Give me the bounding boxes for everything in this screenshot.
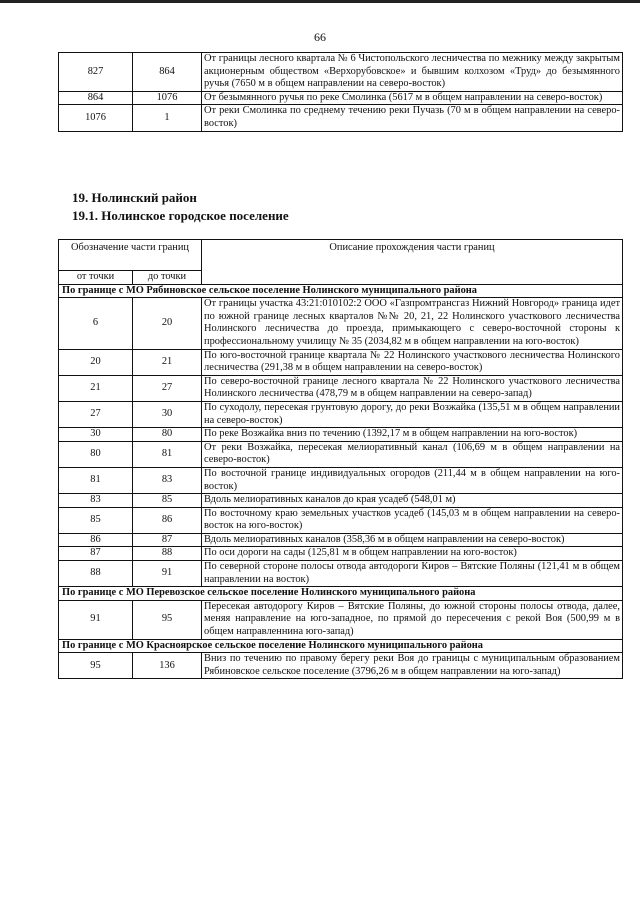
table-row xyxy=(59,349,623,375)
boundary-description: По оси дороги на сады (125,81 м в общем направлении на юго-восток) xyxy=(202,547,623,561)
table-row xyxy=(59,467,623,493)
to-point: 91 xyxy=(133,561,202,587)
from-point: 91 xyxy=(59,600,133,639)
boundary-description: Пересекая автодорогу Киров – Вятские Поляны, до южной стороны полосы отвода, далее, меняя направление на юго-западное, по прямой до пересечения с рекой Воя (500,99 м в общем направленнина юго-запад) xyxy=(202,600,623,639)
page-top-rule xyxy=(0,0,640,3)
to-point: 27 xyxy=(133,375,202,401)
from-point: 83 xyxy=(59,494,133,508)
table-row xyxy=(59,494,623,508)
to-point: 30 xyxy=(133,401,202,427)
boundary-description: От границы лесного квартала № 6 Чистопольского лесничества по межнику между закрытым акционерным обществом «Верхорубовское» и бывшим колхозом «Труд» до безымянного ручья (7650 м в общем направлении на северо-восток) xyxy=(202,53,623,92)
boundary-description: По суходолу, пересекая грунтовую дорогу, до реки Возжайка (135,51 м в общем направлении на северо-восток) xyxy=(202,401,623,427)
section-subtitle: 19.1. Нолинское городское поселение xyxy=(72,208,289,223)
table-row xyxy=(59,401,623,427)
from-point: 27 xyxy=(59,401,133,427)
table-row xyxy=(59,547,623,561)
table-row xyxy=(59,91,623,105)
to-point: 136 xyxy=(133,653,202,679)
to-point: 1076 xyxy=(133,91,202,105)
boundary-description: По юго-восточной границе квартала № 22 Нолинского участкового лесничества Нолинского лесничества (291,38 м в общем направлении на северо-восток) xyxy=(202,349,623,375)
to-point: 88 xyxy=(133,547,202,561)
boundary-table xyxy=(58,239,623,679)
from-point: 20 xyxy=(59,349,133,375)
to-point: 85 xyxy=(133,494,202,508)
from-point: 827 xyxy=(59,53,133,92)
table-header-row xyxy=(59,240,623,271)
from-point: 95 xyxy=(59,653,133,679)
table-row xyxy=(59,507,623,533)
boundary-description: По реке Возжайка вниз по течению (1392,17 м в общем направлении на юго-восток) xyxy=(202,428,623,442)
group-title: По границе с МО Рябиновское сельское поселение Нолинского муниципального района xyxy=(59,284,623,298)
from-point: 6 xyxy=(59,298,133,349)
boundary-description: Вдоль мелиоративных каналов до края усадеб (548,01 м) xyxy=(202,494,623,508)
table-row xyxy=(59,105,623,131)
header-from: от точки xyxy=(59,271,133,285)
to-point: 21 xyxy=(133,349,202,375)
from-point: 86 xyxy=(59,533,133,547)
to-point: 1 xyxy=(133,105,202,131)
table-row xyxy=(59,441,623,467)
from-point: 21 xyxy=(59,375,133,401)
from-point: 85 xyxy=(59,507,133,533)
boundary-description: От реки Возжайка, пересекая мелиоративный канал (106,69 м в общем направлении на северо-восток) xyxy=(202,441,623,467)
to-point: 83 xyxy=(133,467,202,493)
continuation-table xyxy=(58,52,623,132)
to-point: 81 xyxy=(133,441,202,467)
boundary-description: По северной стороне полосы отвода автодороги Киров – Вятские Поляны (121,41 м в общем направлении на восток) xyxy=(202,561,623,587)
table-row xyxy=(59,375,623,401)
table-row xyxy=(59,561,623,587)
group-title: По границе с МО Перевозское сельское поселение Нолинского муниципального района xyxy=(59,587,623,601)
boundary-description: Вниз по течению по правому берегу реки Воя до границы с муниципальным образованием Рябиновское сельское поселение (3796,26 м в общем направлении на юго-запад) xyxy=(202,653,623,679)
from-point: 87 xyxy=(59,547,133,561)
to-point: 87 xyxy=(133,533,202,547)
from-point: 80 xyxy=(59,441,133,467)
from-point: 88 xyxy=(59,561,133,587)
from-point: 864 xyxy=(59,91,133,105)
from-point: 30 xyxy=(59,428,133,442)
header-description: Описание прохождения части границ xyxy=(202,240,623,285)
boundary-description: По северо-восточной границе лесного квартала № 22 Нолинского участкового лесничества Нолинского лесничества (478,79 м в общем направлении на северо-запад) xyxy=(202,375,623,401)
boundary-description: По восточному краю земельных участков усадеб (145,03 м в общем направлении на северо-восток на юго-восток) xyxy=(202,507,623,533)
from-point: 1076 xyxy=(59,105,133,131)
group-row xyxy=(59,587,623,601)
to-point: 20 xyxy=(133,298,202,349)
boundary-description: От безымянного ручья по реке Смолинка (5617 м в общем направлении на северо-восток) xyxy=(202,91,623,105)
boundary-description: От реки Смолинка по среднему течению реки Пучазь (70 м в общем направлении на северо-восток) xyxy=(202,105,623,131)
table-row xyxy=(59,53,623,92)
page-number: 66 xyxy=(314,30,326,44)
group-title: По границе с МО Красноярское сельское поселение Нолинского муниципального района xyxy=(59,639,623,653)
header-to: до точки xyxy=(133,271,202,285)
group-row xyxy=(59,284,623,298)
table-row xyxy=(59,653,623,679)
section-title: 19. Нолинский район xyxy=(72,190,197,205)
header-designation: Обозначение части границ xyxy=(59,240,202,271)
table-row xyxy=(59,298,623,349)
group-row xyxy=(59,639,623,653)
table-row xyxy=(59,600,623,639)
to-point: 80 xyxy=(133,428,202,442)
boundary-description: По восточной границе индивидуальных огородов (211,44 м в общем направлении на юго-восток) xyxy=(202,467,623,493)
to-point: 864 xyxy=(133,53,202,92)
to-point: 95 xyxy=(133,600,202,639)
to-point: 86 xyxy=(133,507,202,533)
boundary-description: От границы участка 43:21:010102:2 ООО «Газпромтрансгаз Нижний Новгород» граница идет по южной границе лесных кварталов №№ 20, 21, 22 Нолинского участкового лесничества Нолинского лесничества до проезда, примыкающего с северо-восточной стороны к профессиональному училищу № 35 (2034,82 м в общем направлении на юго-восток) xyxy=(202,298,623,349)
table-row xyxy=(59,428,623,442)
table-row xyxy=(59,533,623,547)
from-point: 81 xyxy=(59,467,133,493)
boundary-description: Вдоль мелиоративных каналов (358,36 м в общем направлении на северо-восток) xyxy=(202,533,623,547)
